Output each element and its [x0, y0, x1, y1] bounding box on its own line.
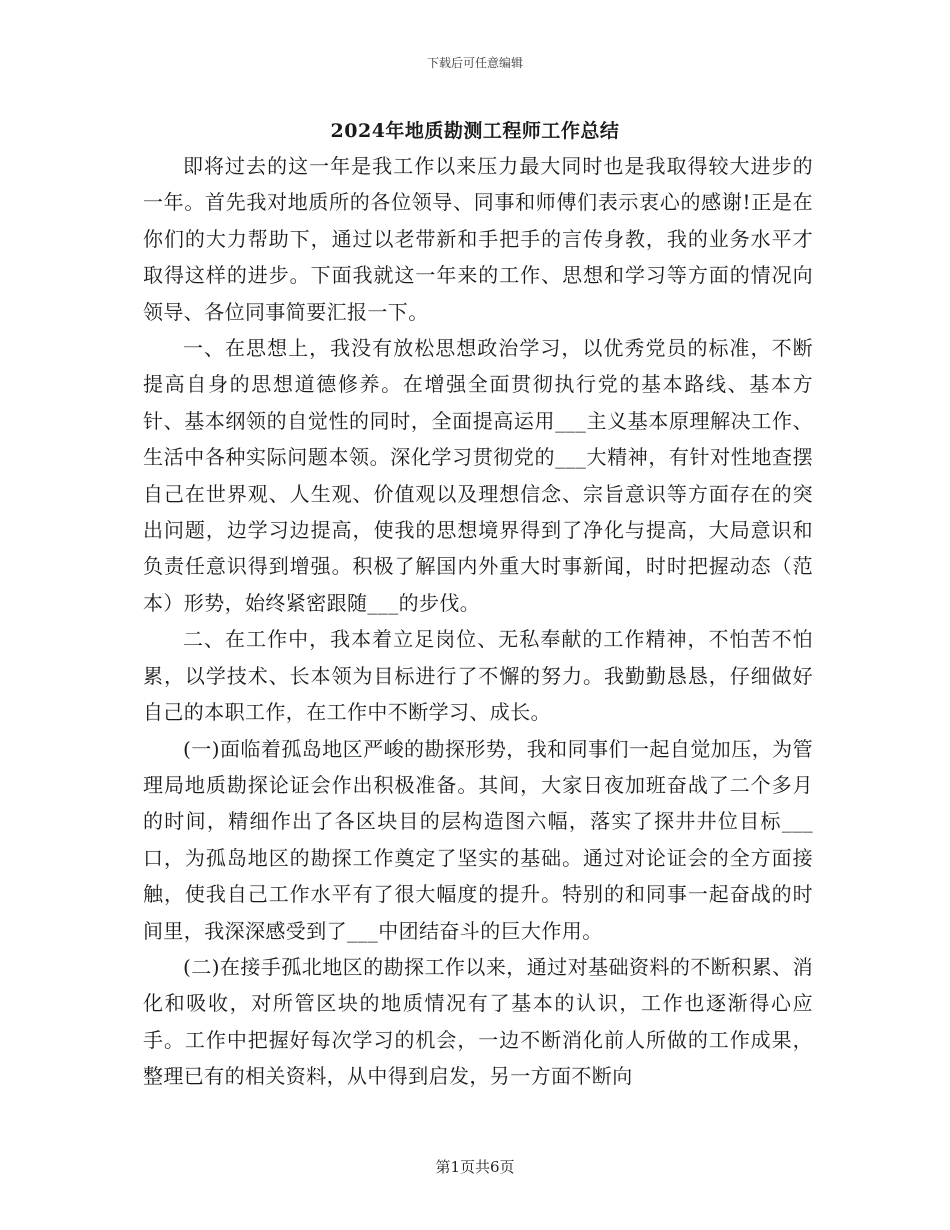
page-number: 第1页共6页 [435, 1158, 515, 1176]
paragraph-work-item-1: (一)面临着孤岛地区严峻的勘探形势，我和同事们一起自觉加压，为管理局地质勘探论证会作出积极准备。其间，大家日夜加班奋战了二个多月的时间，精细作出了各区块目的层构造图六幅，落实了探井井位目标___口，为孤岛地区的勘探工作奠定了坚实的基础。通过对论证会的全方面接触，使我自己工作水平有了很大幅度的提升。特别的和同事一起奋战的时间里，我深深感受到了___中团结奋斗的巨大作用。 [143, 736, 813, 943]
paragraph-thought: 一、在思想上，我没有放松思想政治学习，以优秀党员的标准，不断提高自身的思想道德修养。在增强全面贯彻执行党的基本路线、基本方针、基本纲领的自觉性的同时，全面提高运用___主义基本原理解决工作、生活中各种实际问题本领。深化学习贯彻党的___大精神，有针对性地查摆自己在世界观、人生观、价值观以及理想信念、宗旨意识等方面存在的突出问题，边学习边提高，使我的思想境界得到了净化与提高，大局意识和负责任意识得到增强。积极了解国内外重大时事新闻，时时把握动态（范本）形势，始终紧密跟随___的步伐。 [143, 336, 813, 615]
header-note: 下载后可任意编辑 [426, 56, 523, 70]
paragraph-work-item-2: (二)在接手孤北地区的勘探工作以来，通过对基础资料的不断积累、消化和吸收，对所管区块的地质情况有了基本的认识，工作也逐渐得心应手。工作中把握好每次学习的机会，一边不断消化前人所做的工作成果，整理已有的相关资料，从中得到启发，另一方面不断向 [143, 954, 813, 1089]
document-body [143, 148, 813, 1095]
paragraph-intro: 即将过去的这一年是我工作以来压力最大同时也是我取得较大进步的一年。首先我对地质所的各位领导、同事和师傅们表示衷心的感谢!正是在你们的大力帮助下，通过以老带新和手把手的言传身教，我的业务水平才取得这样的进步。下面我就这一年来的工作、思想和学习等方面的情况向领导、各位同事简要汇报一下。 [143, 154, 813, 324]
document-title: 2024年地质勘测工程师工作总结 [330, 120, 620, 142]
paragraph-work: 二、在工作中，我本着立足岗位、无私奉献的工作精神，不怕苦不怕累，以学技术、长本领为目标进行了不懈的努力。我勤勤恳恳，仔细做好自己的本职工作，在工作中不断学习、成长。 [143, 627, 813, 725]
